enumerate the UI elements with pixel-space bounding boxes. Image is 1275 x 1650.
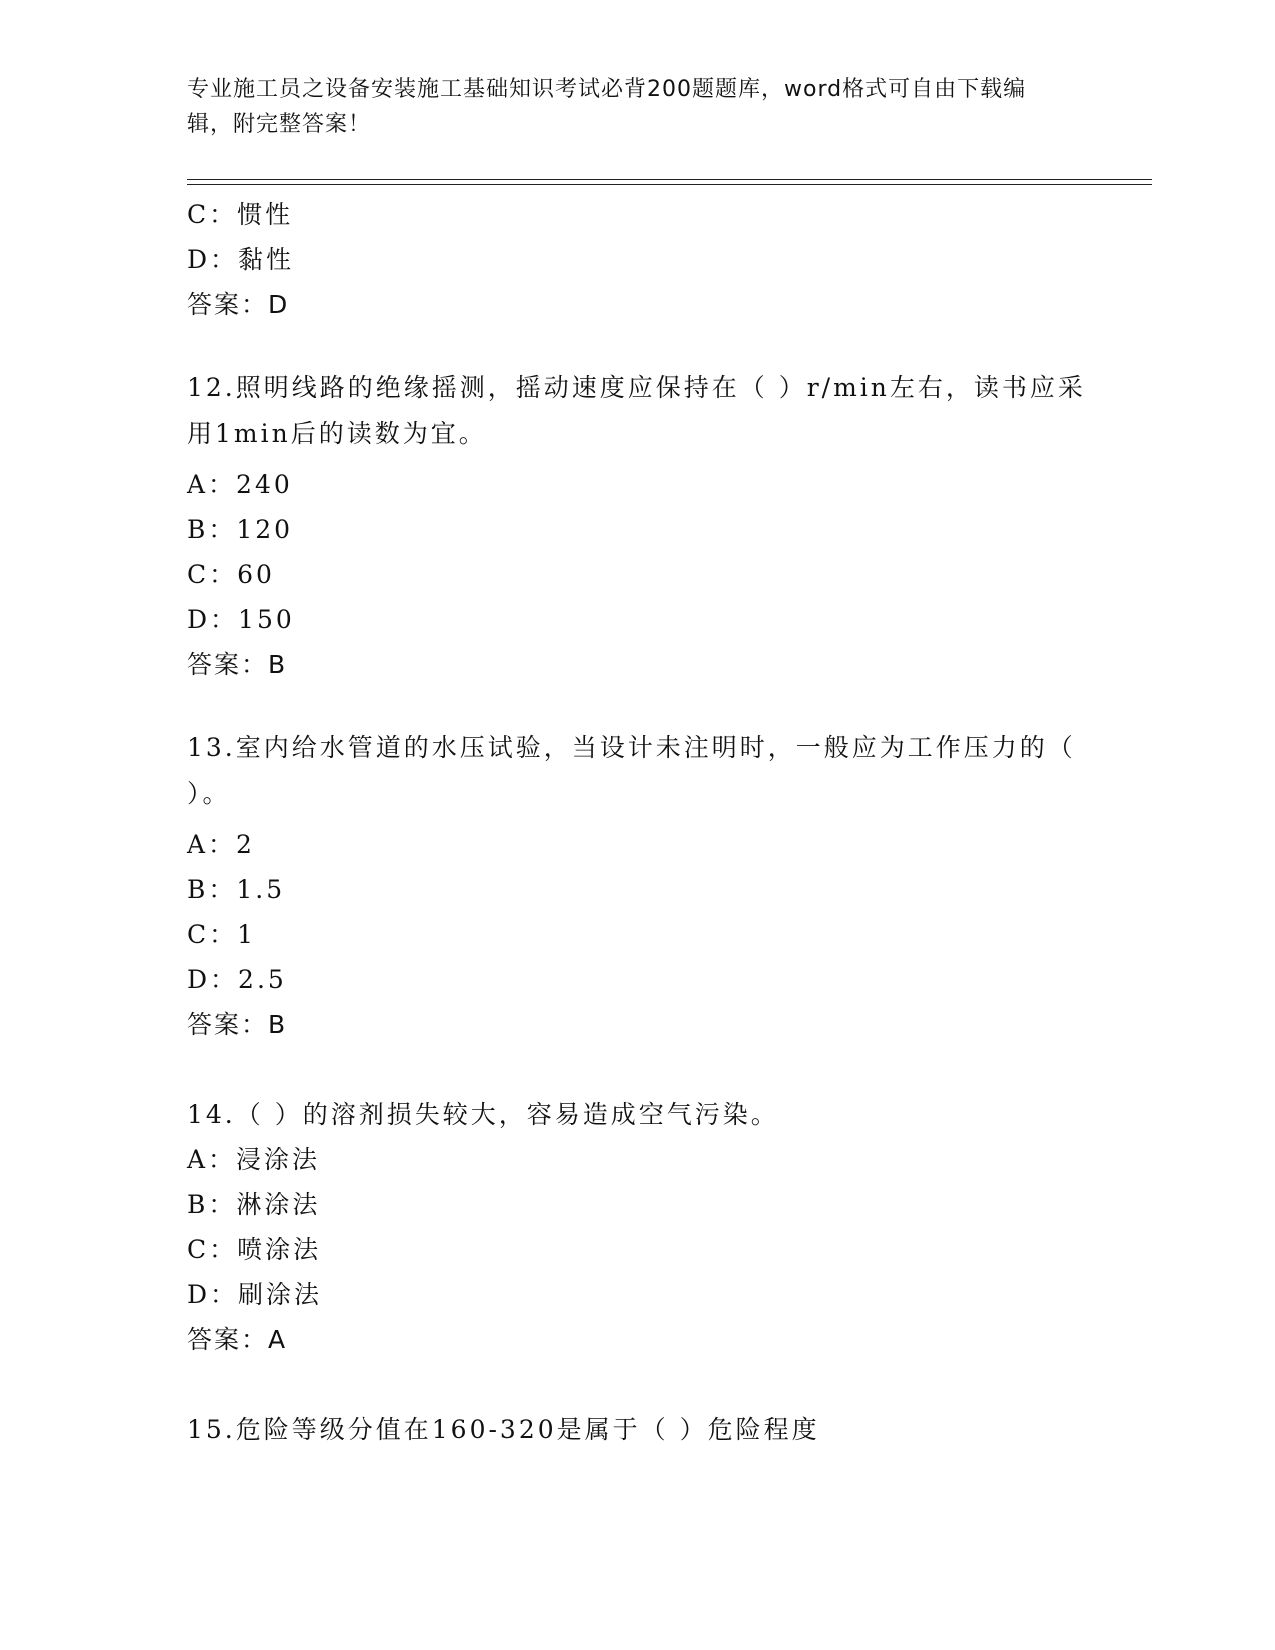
- header-divider-top: [187, 179, 1152, 180]
- question-13-stem: 13.室内给水管道的水压试验，当设计未注明时，一般应为工作压力的（ ）。: [187, 733, 1076, 808]
- question-14-option-d: D：刷涂法: [187, 1280, 323, 1309]
- question-13-option-b: B：1.5: [187, 875, 286, 904]
- question-15-stem: 15.危险等级分值在160-320是属于（ ）危险程度: [187, 1415, 820, 1444]
- question-13-option-d: D：2.5: [187, 965, 287, 994]
- question-12-answer: 答案：B: [187, 650, 288, 679]
- question-12-option-d: D：150: [187, 605, 295, 634]
- question-12-option-c: C：60: [187, 560, 275, 589]
- question-13-option-a: A：2: [187, 830, 255, 859]
- option-d: D：黏性: [187, 245, 295, 274]
- question-14-option-b: B：淋涂法: [187, 1190, 321, 1219]
- question-13-answer: 答案：B: [187, 1010, 288, 1039]
- question-14-stem: 14.（ ）的溶剂损失较大，容易造成空气污染。: [187, 1100, 779, 1129]
- option-c: C：惯性: [187, 200, 294, 229]
- header-divider-bottom: [187, 184, 1152, 185]
- question-12-stem: 12.照明线路的绝缘摇测，摇动速度应保持在（ ）r/min左右，读书应采用1min后的读数为宜。: [187, 373, 1086, 448]
- answer-label: 答案：D: [187, 290, 290, 319]
- question-14-answer: 答案：A: [187, 1325, 288, 1354]
- question-13-option-c: C：1: [187, 920, 257, 949]
- question-14-option-c: C：喷涂法: [187, 1235, 322, 1264]
- question-12-option-b: B：120: [187, 515, 294, 544]
- document-header: 专业施工员之设备安装施工基础知识考试必背200题题库，word格式可自由下载编辑，附完整答案！: [187, 77, 1027, 137]
- question-14-option-a: A：浸涂法: [187, 1145, 321, 1174]
- question-12-option-a: A：240: [187, 470, 293, 499]
